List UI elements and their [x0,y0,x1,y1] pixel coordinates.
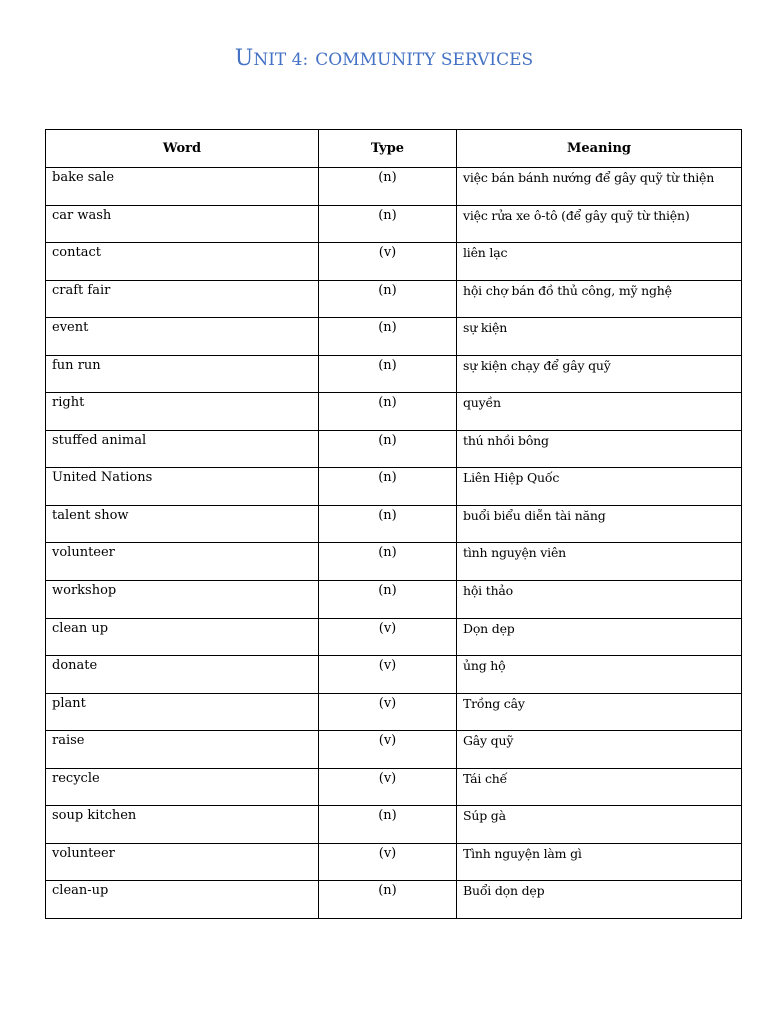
type-cell: (n) [319,581,457,619]
meaning-cell: sự kiện [457,318,742,356]
meaning-cell: Trồng cây [457,693,742,731]
table-row [46,355,742,393]
table-row [46,205,742,243]
word-cell: recycle [46,768,319,806]
type-cell: (n) [319,881,457,919]
table-row [46,768,742,806]
title-topic: COMMUNITY SERVICES [315,50,534,70]
meaning-cell: Liên Hiệp Quốc [457,468,742,506]
table-row [46,318,742,356]
word-cell: clean up [46,618,319,656]
vocabulary-table [45,129,742,919]
table-row [46,693,742,731]
title-initial: U [234,46,254,71]
type-cell: (v) [319,731,457,769]
word-cell: talent show [46,505,319,543]
type-cell: (n) [319,505,457,543]
meaning-cell: Tái chế [457,768,742,806]
table-row [46,393,742,431]
table-row [46,468,742,506]
meaning-cell: sự kiện chạy để gây quỹ [457,355,742,393]
word-cell: United Nations [46,468,319,506]
type-cell: (v) [319,843,457,881]
header-meaning: Meaning [457,130,742,168]
word-cell: stuffed animal [46,430,319,468]
meaning-cell: buổi biểu diễn tài năng [457,505,742,543]
word-cell: contact [46,243,319,281]
type-cell: (v) [319,243,457,281]
table-row [46,505,742,543]
meaning-cell: thú nhồi bông [457,430,742,468]
word-cell: fun run [46,355,319,393]
meaning-cell: hội chợ bán đồ thủ công, mỹ nghệ [457,280,742,318]
meaning-cell: Dọn dẹp [457,618,742,656]
table-row [46,280,742,318]
type-cell: (n) [319,280,457,318]
type-cell: (v) [319,768,457,806]
word-cell: workshop [46,581,319,619]
type-cell: (n) [319,168,457,206]
type-cell: (n) [319,468,457,506]
meaning-cell: ủng hộ [457,656,742,694]
table-row [46,581,742,619]
title-prefix: NIT 4: [253,50,309,70]
word-cell: soup kitchen [46,806,319,844]
type-cell: (v) [319,693,457,731]
table-row [46,806,742,844]
type-cell: (v) [319,618,457,656]
meaning-cell: Gây quỹ [457,731,742,769]
type-cell: (n) [319,205,457,243]
table-row [46,843,742,881]
word-cell: volunteer [46,843,319,881]
header-word: Word [46,130,319,168]
meaning-cell: hội thảo [457,581,742,619]
table-row [46,731,742,769]
word-cell: right [46,393,319,431]
meaning-cell: Buổi dọn dẹp [457,881,742,919]
meaning-cell: Súp gà [457,806,742,844]
page-title [0,48,768,70]
type-cell: (n) [319,318,457,356]
header-type: Type [319,130,457,168]
table-header-row [46,130,742,168]
meaning-cell: tình nguyện viên [457,543,742,581]
table-row [46,656,742,694]
meaning-cell: việc bán bánh nướng để gây quỹ từ thiện [457,168,742,206]
word-cell: bake sale [46,168,319,206]
meaning-cell: Tình nguyện làm gì [457,843,742,881]
word-cell: volunteer [46,543,319,581]
type-cell: (n) [319,355,457,393]
table-body [46,168,742,919]
table-row [46,543,742,581]
word-cell: event [46,318,319,356]
table-row [46,430,742,468]
meaning-cell: quyền [457,393,742,431]
word-cell: car wash [46,205,319,243]
meaning-cell: việc rửa xe ô-tô (để gây quỹ từ thiện) [457,205,742,243]
meaning-cell: liên lạc [457,243,742,281]
type-cell: (v) [319,656,457,694]
type-cell: (n) [319,543,457,581]
type-cell: (n) [319,393,457,431]
type-cell: (n) [319,430,457,468]
type-cell: (n) [319,806,457,844]
table-row [46,618,742,656]
table-row [46,243,742,281]
table-row [46,881,742,919]
word-cell: clean-up [46,881,319,919]
table-row [46,168,742,206]
word-cell: raise [46,731,319,769]
word-cell: craft fair [46,280,319,318]
word-cell: plant [46,693,319,731]
word-cell: donate [46,656,319,694]
